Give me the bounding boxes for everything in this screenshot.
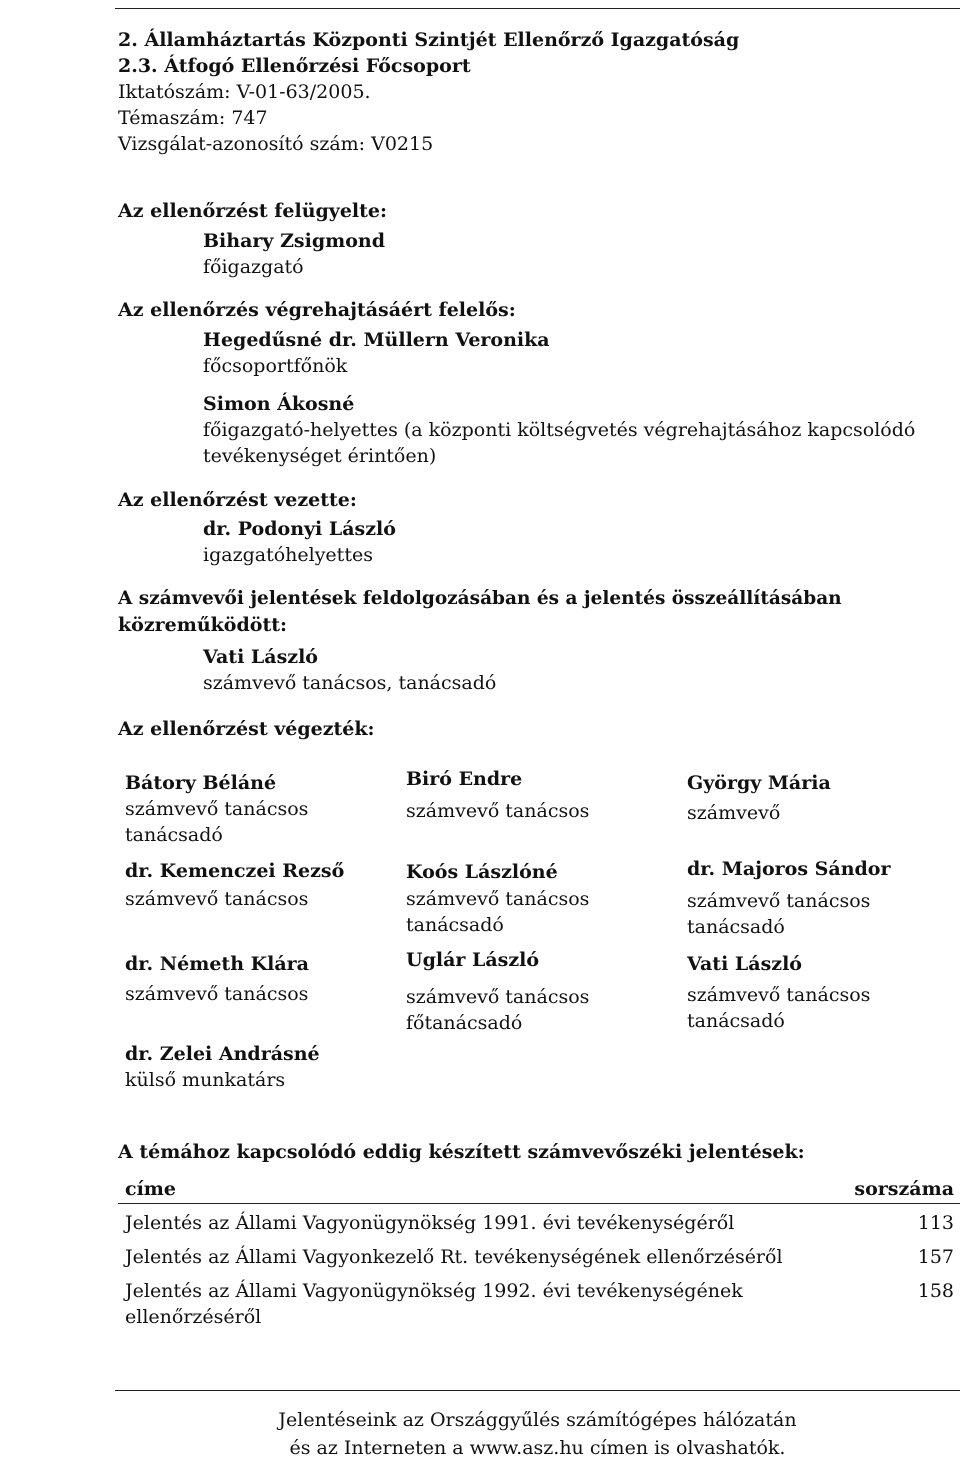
report-title: Jelentés az Állami Vagyonügynökség 1992. évi tevékenységének: [125, 1280, 743, 1302]
responsible-title-2-line1: főigazgató-helyettes (a központi költségvetés végrehajtásához kapcsolódó: [203, 419, 916, 441]
auditor-name: dr. Majoros Sándor: [687, 858, 891, 880]
report-number: 157: [917, 1246, 954, 1268]
responsible-title-2-line2: tevékenységet érintően): [203, 445, 437, 467]
bottom-divider: [115, 1390, 960, 1391]
responsible-title-1: főcsoportfőnök: [203, 355, 348, 377]
top-divider: [115, 8, 960, 9]
auditor-title: külső munkatárs: [125, 1069, 286, 1091]
report-number: 113: [917, 1212, 954, 1234]
auditor-title: tanácsadó: [125, 824, 223, 846]
contributor-name: Vati László: [203, 646, 318, 668]
auditor-name: György Mária: [687, 772, 831, 794]
responsible-name-2: Simon Ákosné: [203, 393, 355, 415]
report-number: 158: [917, 1280, 954, 1302]
footer-note: [115, 1406, 960, 1462]
auditor-title: számvevő: [687, 802, 781, 824]
auditor-title: tanácsadó: [406, 914, 504, 936]
auditors-heading: Az ellenőrzést végezték:: [118, 718, 375, 740]
supervised-heading: Az ellenőrzést felügyelte:: [118, 200, 388, 222]
division-name: 2.3. Átfogó Ellenőrzési Főcsoport: [118, 55, 471, 77]
auditor-name: Vati László: [687, 953, 802, 975]
auditor-title: főtanácsadó: [406, 1012, 523, 1034]
reports-col-number: sorszáma: [854, 1178, 954, 1200]
auditor-name: Uglár László: [406, 949, 540, 971]
auditor-title: tanácsadó: [687, 1010, 785, 1032]
report-title-cont: ellenőrzéséről: [125, 1306, 262, 1328]
responsible-heading: Az ellenőrzés végrehajtásáért felelős:: [118, 299, 516, 321]
reports-header-divider: [118, 1203, 960, 1204]
auditor-title: számvevő tanácsos: [406, 800, 590, 822]
contrib-heading-line1: A számvevői jelentések feldolgozásában és a jelentés összeállításában: [118, 588, 842, 609]
auditor-name: Koós Lászlóné: [406, 861, 558, 883]
footer-line-1: Jelentéseink az Országgyűlés számítógépes hálózatán: [278, 1409, 797, 1431]
auditor-title: számvevő tanácsos: [125, 888, 309, 910]
auditor-title: számvevő tanácsos: [406, 986, 590, 1008]
auditor-title: számvevő tanácsos: [125, 983, 309, 1005]
auditor-title: számvevő tanácsos: [687, 890, 871, 912]
topic-number: Témaszám: 747: [118, 107, 268, 129]
auditor-title: számvevő tanácsos: [687, 984, 871, 1006]
reports-col-title: címe: [125, 1178, 176, 1200]
auditor-name: Biró Endre: [406, 768, 523, 790]
auditor-title: tanácsadó: [687, 916, 785, 938]
org-name: 2. Államháztartás Központi Szintjét Ellenőrző Igazgatóság: [118, 29, 740, 51]
auditor-title: számvevő tanácsos: [406, 888, 590, 910]
leader-name: dr. Podonyi László: [203, 518, 396, 540]
file-number: Iktatószám: V-01-63/2005.: [118, 81, 371, 103]
supervisor-title: főigazgató: [203, 256, 304, 278]
footer-line-2: és az Interneten a www.asz.hu címen is olvashatók.: [289, 1437, 786, 1459]
led-heading: Az ellenőrzést vezette:: [118, 489, 357, 511]
supervisor-name: Bihary Zsigmond: [203, 230, 386, 252]
contributor-title: számvevő tanácsos, tanácsadó: [203, 672, 497, 694]
audit-id: Vizsgálat-azonosító szám: V0215: [118, 133, 434, 155]
report-title: Jelentés az Állami Vagyonkezelő Rt. tevékenységének ellenőrzéséről: [125, 1246, 783, 1268]
auditor-name: dr. Zelei Andrásné: [125, 1043, 320, 1065]
leader-title: igazgatóhelyettes: [203, 544, 373, 566]
auditor-name: dr. Németh Klára: [125, 953, 309, 975]
reports-heading: A témához kapcsolódó eddig készített számvevőszéki jelentések:: [118, 1141, 805, 1163]
auditor-name: Bátory Béláné: [125, 772, 277, 794]
contrib-heading-line2: közreműködött:: [118, 614, 288, 636]
auditor-name: dr. Kemenczei Rezső: [125, 860, 345, 882]
auditor-title: számvevő tanácsos: [125, 798, 309, 820]
report-title: Jelentés az Állami Vagyonügynökség 1991. évi tevékenységéről: [125, 1212, 735, 1234]
responsible-name-1: Hegedűsné dr. Müllern Veronika: [203, 329, 550, 351]
